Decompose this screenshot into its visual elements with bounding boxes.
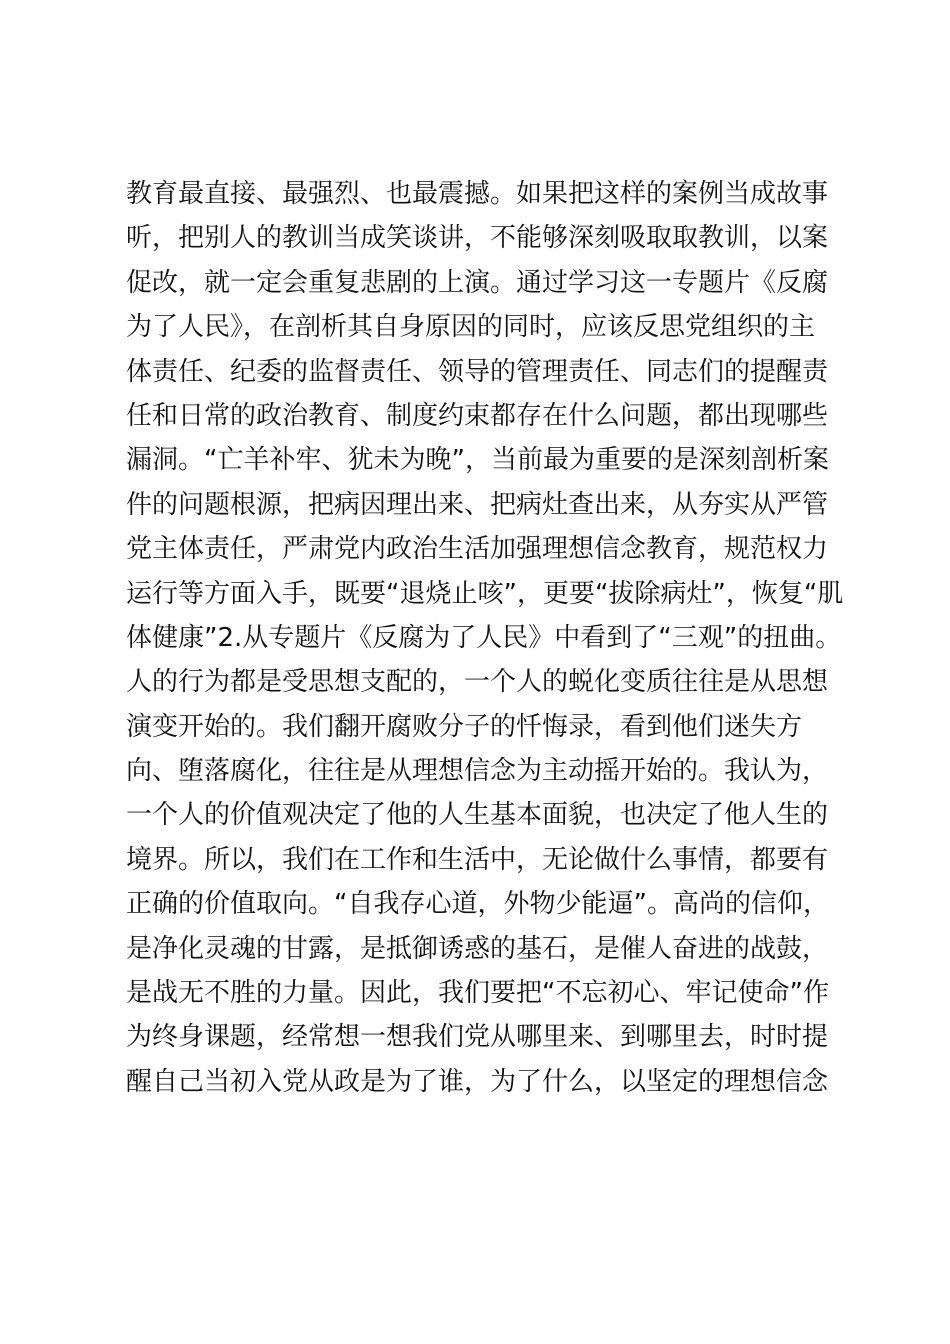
text-line: 教育最直接、最强烈、也最震撼。如果把这样的案例当成故事 [126,179,829,209]
text-line: 促改，就一定会重复悲剧的上演。通过学习这一专题片《反腐 [126,267,829,298]
text-line: 听，把别人的教训当成笑谈讲，不能够深刻吸取取教训，以案 [126,223,829,254]
text-line: 醒自己当初入党从政是为了谁，为了什么，以坚定的理想信念 [126,1066,829,1097]
text-line: 是净化灵魂的甘露，是抵御诱惑的基石，是催人奋进的战鼓， [126,933,829,964]
text-line: 体健康”2.从专题片《反腐为了人民》中看到了“三观”的扭曲。 [126,622,842,653]
text-line: 任和日常的政治教育、制度约束都存在什么问题，都出现哪些 [126,400,829,431]
text-line: 为了人民》，在剖析其自身原因的同时，应该反思党组织的主 [126,312,816,343]
text-line: 人的行为都是受思想支配的，一个人的蜕化变质往往是从思想 [126,667,829,698]
text-line: 一个人的价值观决定了他的人生基本面貌，也决定了他人生的 [126,800,829,831]
text-line: 为终身课题，经常想一想我们党从哪里来、到哪里去，时时提 [126,1022,829,1053]
text-line: 漏洞。“亡羊补牢、犹未为晚”，当前最为重要的是深刻剖析案 [126,445,829,476]
text-line: 是战无不胜的力量。因此，我们要把“不忘初心、牢记使命”作 [126,978,829,1009]
text-line: 正确的价值取向。“自我存心道，外物少能逼”。高尚的信仰， [126,889,829,920]
text-line: 党主体责任，严肃党内政治生活加强理想信念教育，规范权力 [126,534,829,565]
text-line: 体责任、纪委的监督责任、领导的管理责任、同志们的提醒责 [126,356,829,387]
text-line: 件的问题根源，把病因理出来、把病灶查出来，从夯实从严管 [126,489,829,520]
text-line: 境界。所以，我们在工作和生活中，无论做什么事情，都要有 [126,844,829,875]
text-line: 演变开始的。我们翻开腐败分子的忏悔录，看到他们迷失方 [126,711,803,742]
text-line: 运行等方面入手，既要“退烧止咳”，更要“拔除病灶”，恢复“肌 [126,578,844,609]
text-line: 向、堕落腐化，往往是从理想信念为主动摇开始的。我认为， [126,756,829,787]
body-text [126,172,846,1104]
